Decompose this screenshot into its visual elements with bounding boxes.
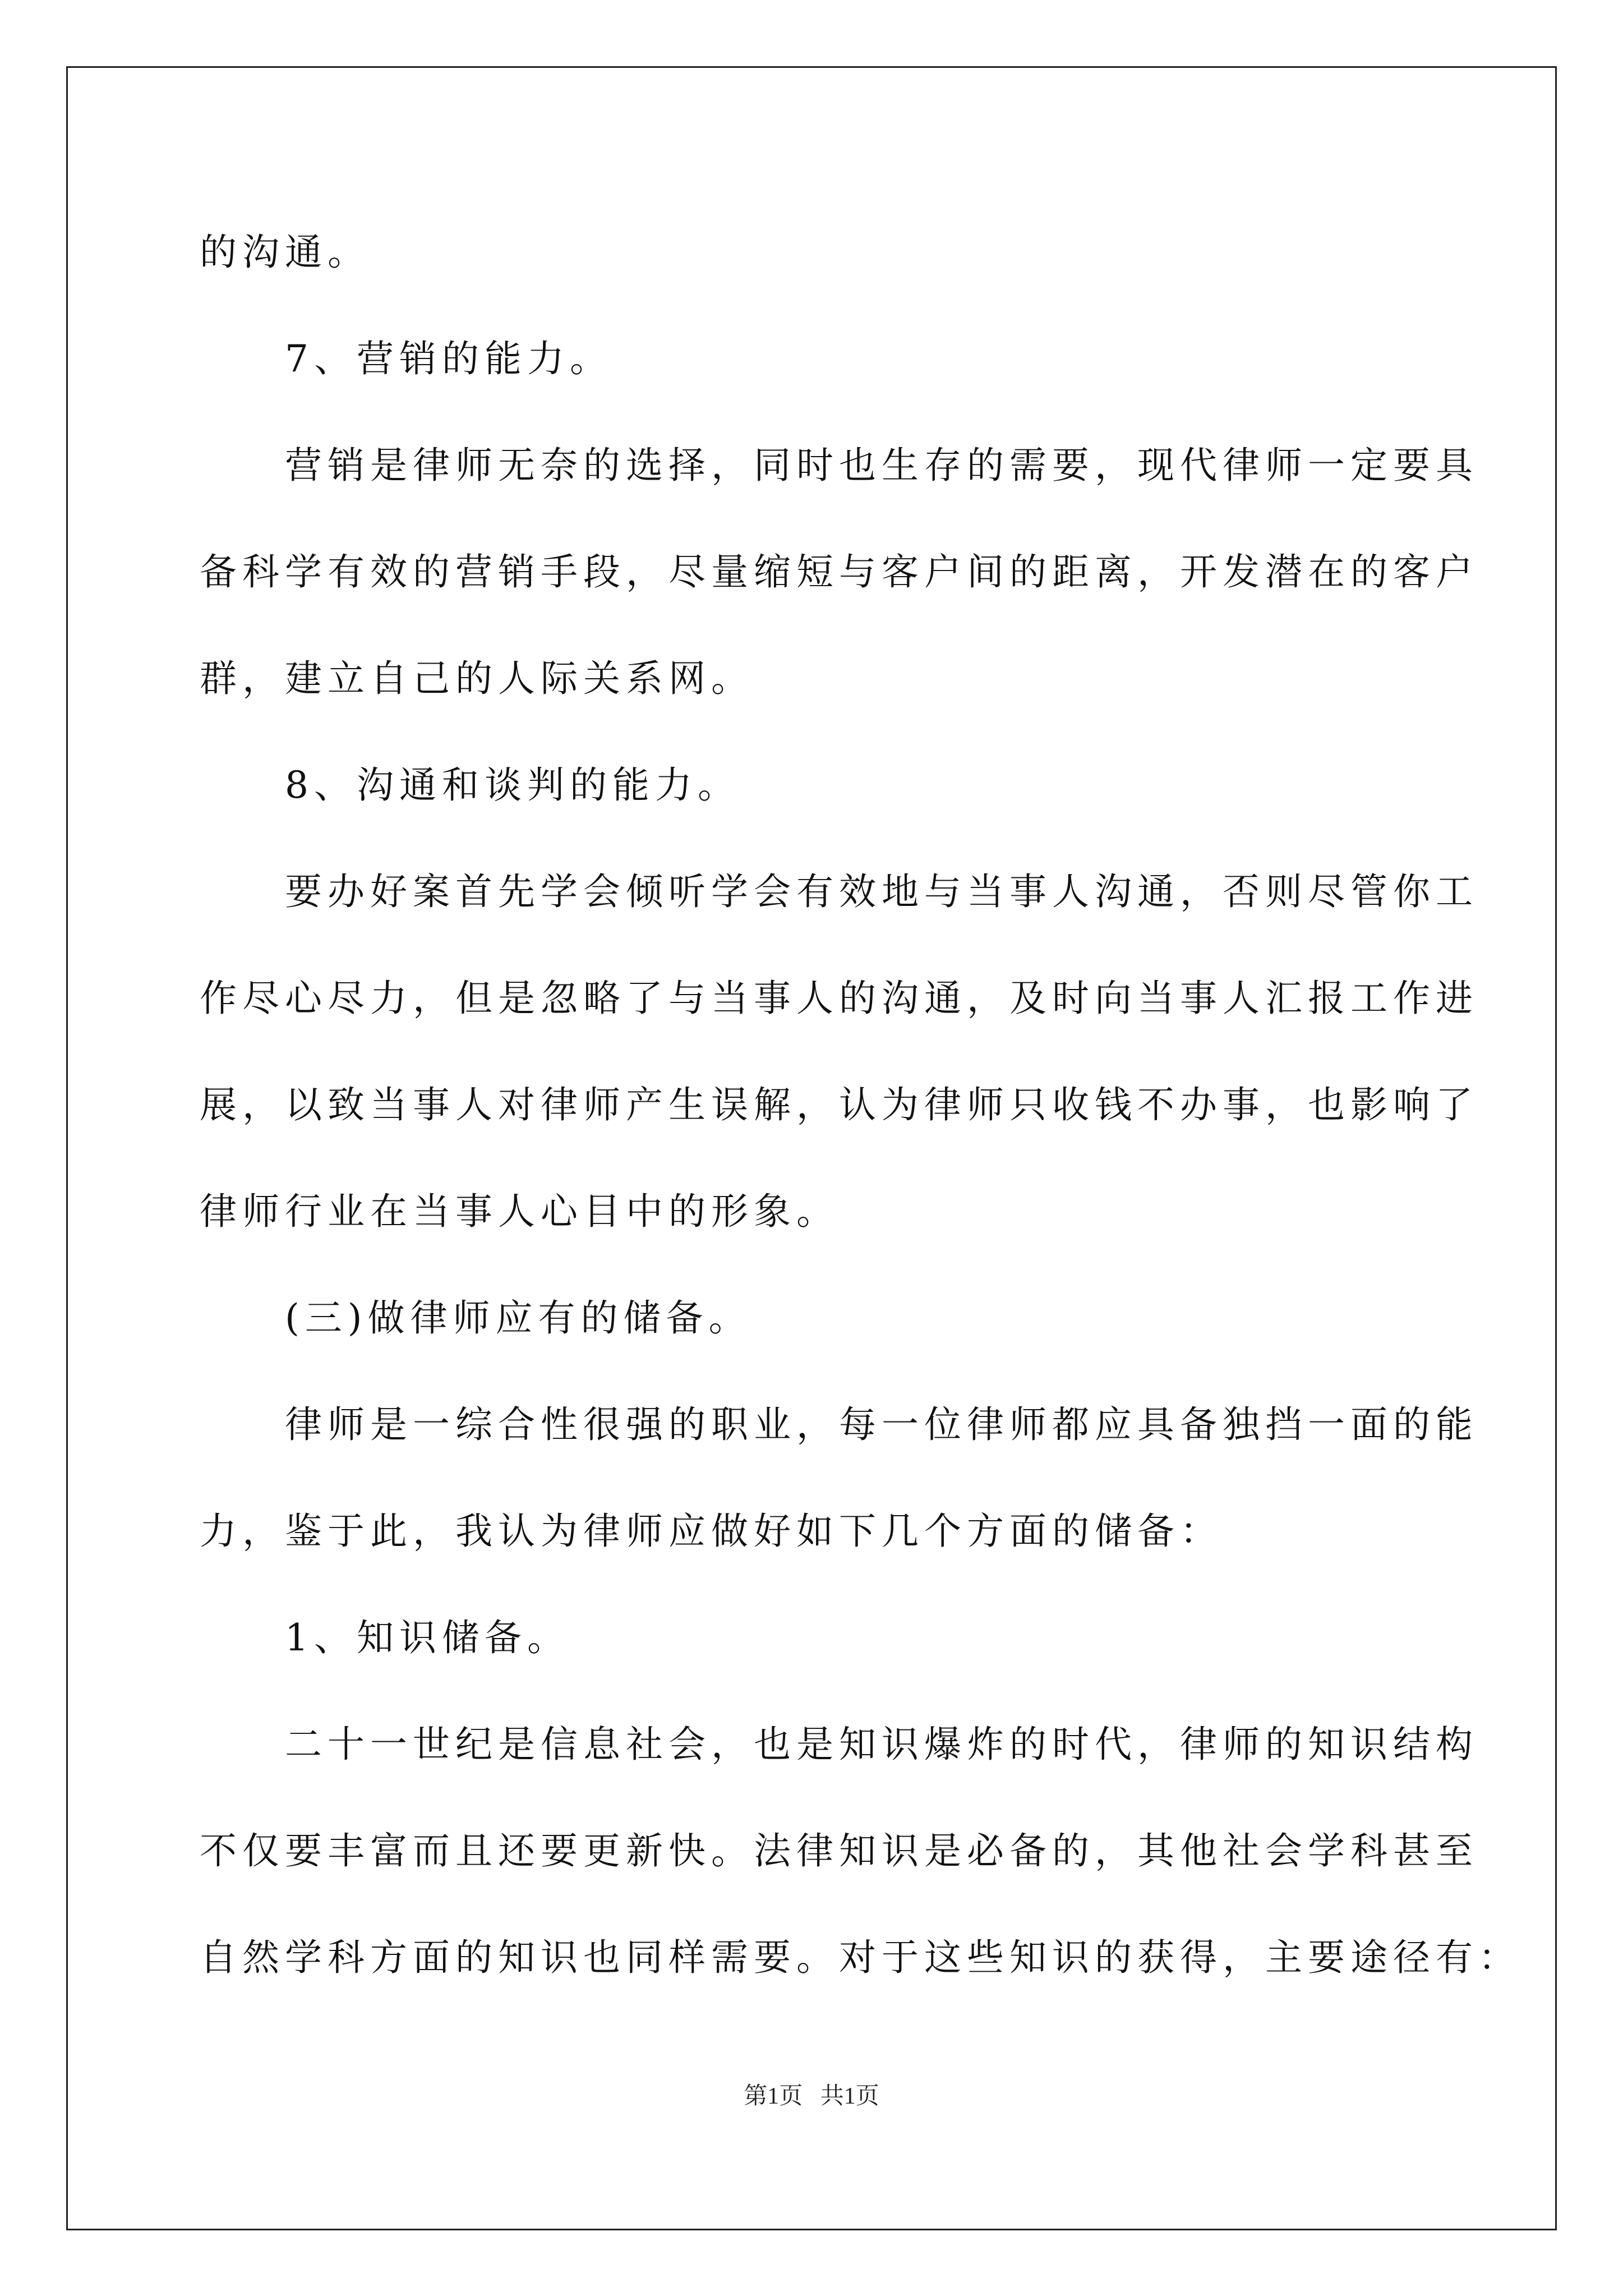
page-number-footer: 第1页 共1页 bbox=[744, 2083, 879, 2109]
section-heading: 7、营销的能力。 bbox=[200, 337, 612, 380]
text-line: 备科学有效的营销手段，尽量缩短与客户间的距离，开发潜在的客户 bbox=[200, 550, 1478, 593]
text-line: 要办好案首先学会倾听学会有效地与当事人沟通，否则尽管你工 bbox=[200, 870, 1478, 913]
section-heading: (三)做律师应有的储备。 bbox=[200, 1296, 751, 1340]
text-line: 的沟通。 bbox=[200, 231, 370, 274]
text-line: 营销是律师无奈的选择，同时也生存的需要，现代律师一定要具 bbox=[200, 444, 1478, 487]
text-line: 作尽心尽力，但是忽略了与当事人的沟通，及时向当事人汇报工作进 bbox=[200, 977, 1478, 1020]
section-heading: 1、知识储备。 bbox=[200, 1616, 570, 1659]
text-line: 律师是一综合性很强的职业，每一位律师都应具备独挡一面的能 bbox=[200, 1403, 1478, 1446]
page-border bbox=[66, 66, 1557, 2230]
text-line: 不仅要丰富而且还要更新快。法律知识是必备的，其他社会学科甚至 bbox=[200, 1829, 1478, 1872]
text-line: 二十一世纪是信息社会，也是知识爆炸的时代，律师的知识结构 bbox=[200, 1723, 1478, 1766]
text-line: 律师行业在当事人心目中的形象。 bbox=[200, 1190, 839, 1233]
text-line: 自然学科方面的知识也同样需要。对于这些知识的获得，主要途径有： bbox=[200, 1936, 1521, 1979]
text-line: 展，以致当事人对律师产生误解，认为律师只收钱不办事，也影响了 bbox=[200, 1083, 1478, 1126]
section-heading: 8、沟通和谈判的能力。 bbox=[200, 763, 740, 807]
text-line: 群，建立自己的人际关系网。 bbox=[200, 657, 754, 700]
text-line: 力，鉴于此，我认为律师应做好如下几个方面的储备： bbox=[200, 1510, 1223, 1553]
